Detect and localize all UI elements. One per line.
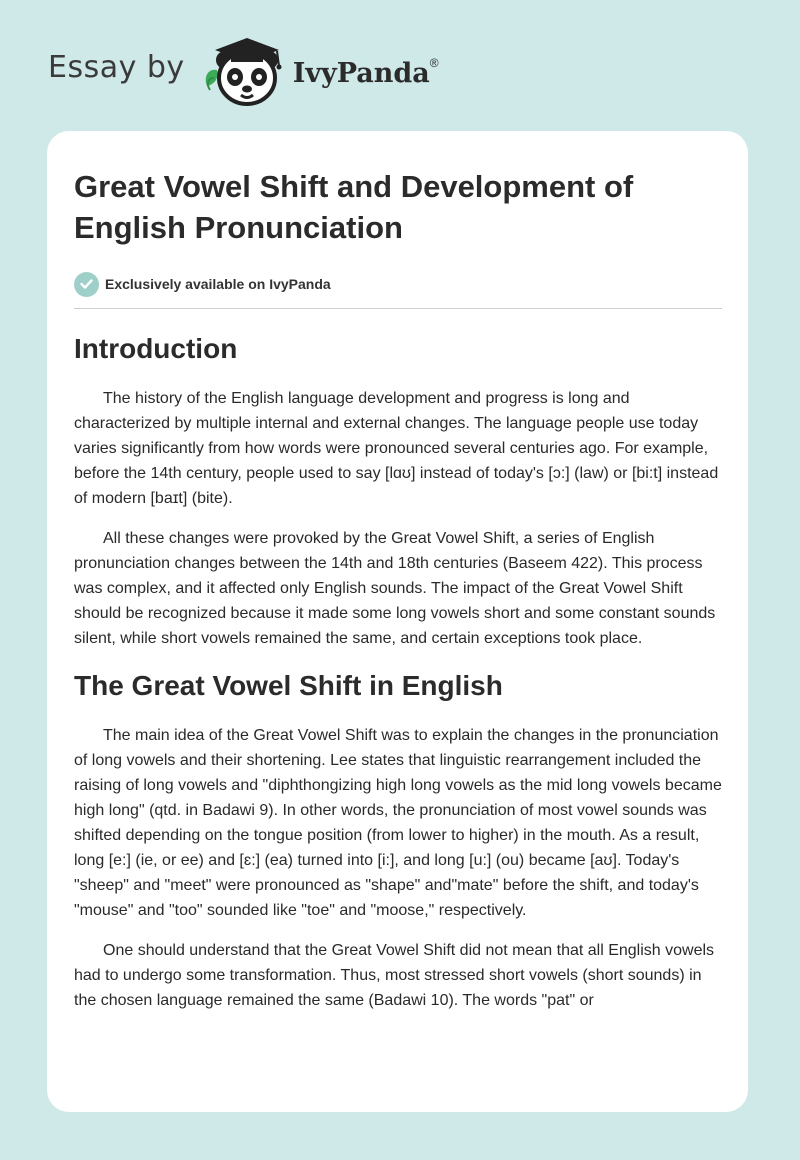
exclusive-badge-label: Exclusively available on IvyPanda [105, 276, 331, 292]
divider [74, 308, 722, 309]
section-heading: The Great Vowel Shift in English [74, 670, 503, 701]
section-great-vowel-shift [74, 668, 722, 1013]
paragraph: All these changes were provoked by the Great Vowel Shift, a series of English pronunciation changes between the 14th and 18th centuries (Baseem 422). This process was complex, and it affected only English sounds. The impact of the Great Vowel Shift should be recognized because it made some long vowels short and some constant sounds silent, while short vowels remained the same, and certain exceptions took place. [74, 530, 716, 647]
paragraph: One should understand that the Great Vowel Shift did not mean that all English vowels had to undergo some transformation. Thus, most stressed short vowels (short sounds) in the chosen language remained the same (Badawi 10). The words "pat" or [74, 942, 715, 1009]
brand-prefix: Essay by [48, 49, 185, 85]
registered-mark: ® [429, 55, 439, 70]
essay-title: Great Vowel Shift and Development of English Pronunciation [74, 169, 634, 245]
section-introduction [74, 331, 722, 651]
essay-card [47, 131, 748, 1112]
check-icon [74, 272, 99, 297]
paragraph: The main idea of the Great Vowel Shift was to explain the changes in the pronunciation of long vowels and their shortening. Lee states that linguistic rearrangement included the raising of long vowels and "diphthongizing high long vowels as the mid long vowels became high long" (qtd. in Badawi 9). In other words, the pronunciation of most vowel sounds was shifted depending on the tongue position (from lower to higher) in the mouth. As a result, long [e:] (ie, or ee) and [ɛ:] (ea) turned into [i:], and long [u:] (ou) became [aʊ]. Today's "sheep" and "meet" were pronounced as "shape" and"mate" before the shift, and today's "mouse" and "too" sounded like "toe" and "moose," respectively. [74, 727, 722, 919]
section-heading: Introduction [74, 333, 238, 364]
panda-graduation-cap-icon [201, 32, 289, 108]
brand-name[interactable]: IvyPanda® [292, 55, 439, 89]
exclusive-badge [74, 270, 722, 298]
paragraph: The history of the English language development and progress is long and characterized by multiple internal and external changes. The language people use today varies significantly from how words were pronounced several centuries ago. For example, before the 14th century, people used to say [lɑʊ] instead of today's [ɔ:] (law) or [bi:t] instead of modern [baɪt] (bite). [74, 390, 719, 507]
site-header [48, 30, 439, 110]
